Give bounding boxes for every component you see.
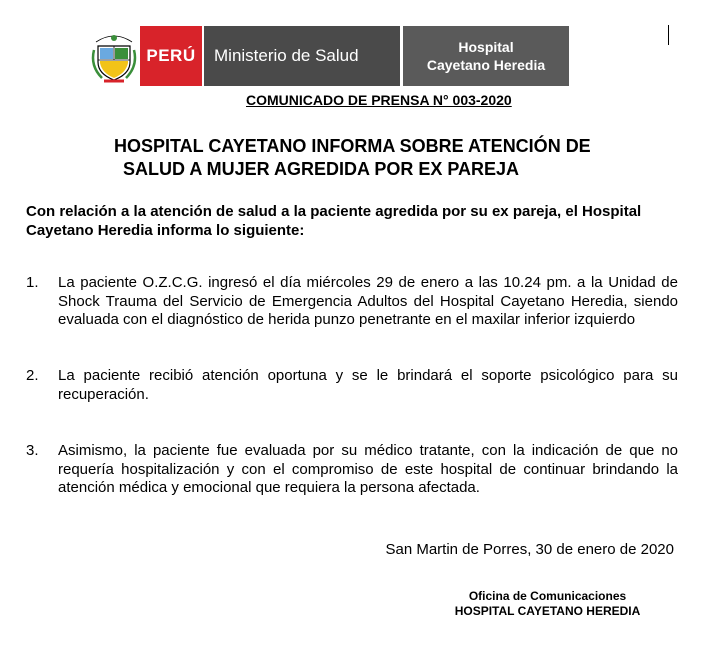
text-cursor bbox=[668, 25, 669, 45]
peru-logo bbox=[140, 26, 202, 86]
list-item-text: Asimismo, la paciente fue evaluada por su médico tratante, con la indicación de que no requería hospitalización y con el compromiso de este hospital de continuar brindando la atención médica y emocional que requiera la persona afectada. bbox=[58, 442, 678, 496]
ministry-label: Ministerio de Salud bbox=[214, 46, 359, 65]
list-item bbox=[26, 367, 678, 404]
hospital-label-line2: Cayetano Heredia bbox=[426, 57, 546, 73]
press-release-number: COMUNICADO DE PRENSA N° 003-2020 bbox=[246, 92, 512, 108]
list-item bbox=[26, 442, 678, 498]
headline-line2: SALUD A MUJER AGREDIDA POR EX PAREJA bbox=[123, 159, 520, 179]
headline-line1: HOSPITAL CAYETANO INFORMA SOBRE ATENCIÓN DE bbox=[114, 136, 591, 156]
peru-coat-of-arms-icon bbox=[88, 26, 140, 86]
ministry-name-box bbox=[204, 26, 400, 86]
hospital-label-line1: Hospital bbox=[458, 39, 514, 55]
ministry-header bbox=[88, 26, 569, 86]
list-item-text: La paciente recibió atención oportuna y se le brindará el soporte psicológico para su recuperación. bbox=[58, 367, 678, 403]
hospital-name-box bbox=[403, 26, 569, 86]
list-item-number: 2. bbox=[26, 367, 39, 384]
headline bbox=[114, 135, 694, 181]
list-item-text: La paciente O.Z.C.G. ingresó el día miércoles 29 de enero a las 10.24 pm. a la Unidad de Shock Trauma del Servicio de Emergencia Adultos del Hospital Cayetano Heredia, siendo evaluada con el diagnóstico de herida punzo penetrante en el maxilar inferior izquierdo bbox=[58, 274, 678, 328]
signature-hospital: HOSPITAL CAYETANO HEREDIA bbox=[454, 604, 641, 618]
signature-block bbox=[430, 589, 665, 619]
list-item-number: 3. bbox=[26, 442, 39, 459]
list-item bbox=[26, 274, 678, 330]
list-item-number: 1. bbox=[26, 274, 39, 291]
signature-office: Oficina de Comunicaciones bbox=[468, 589, 627, 603]
date-line: San Martin de Porres, 30 de enero de 2020 bbox=[385, 541, 674, 558]
intro-paragraph: Con relación a la atención de salud a la paciente agredida por su ex pareja, el Hospital Cayetano Heredia informa lo siguiente: bbox=[26, 203, 642, 239]
country-label: PERÚ bbox=[146, 46, 196, 65]
